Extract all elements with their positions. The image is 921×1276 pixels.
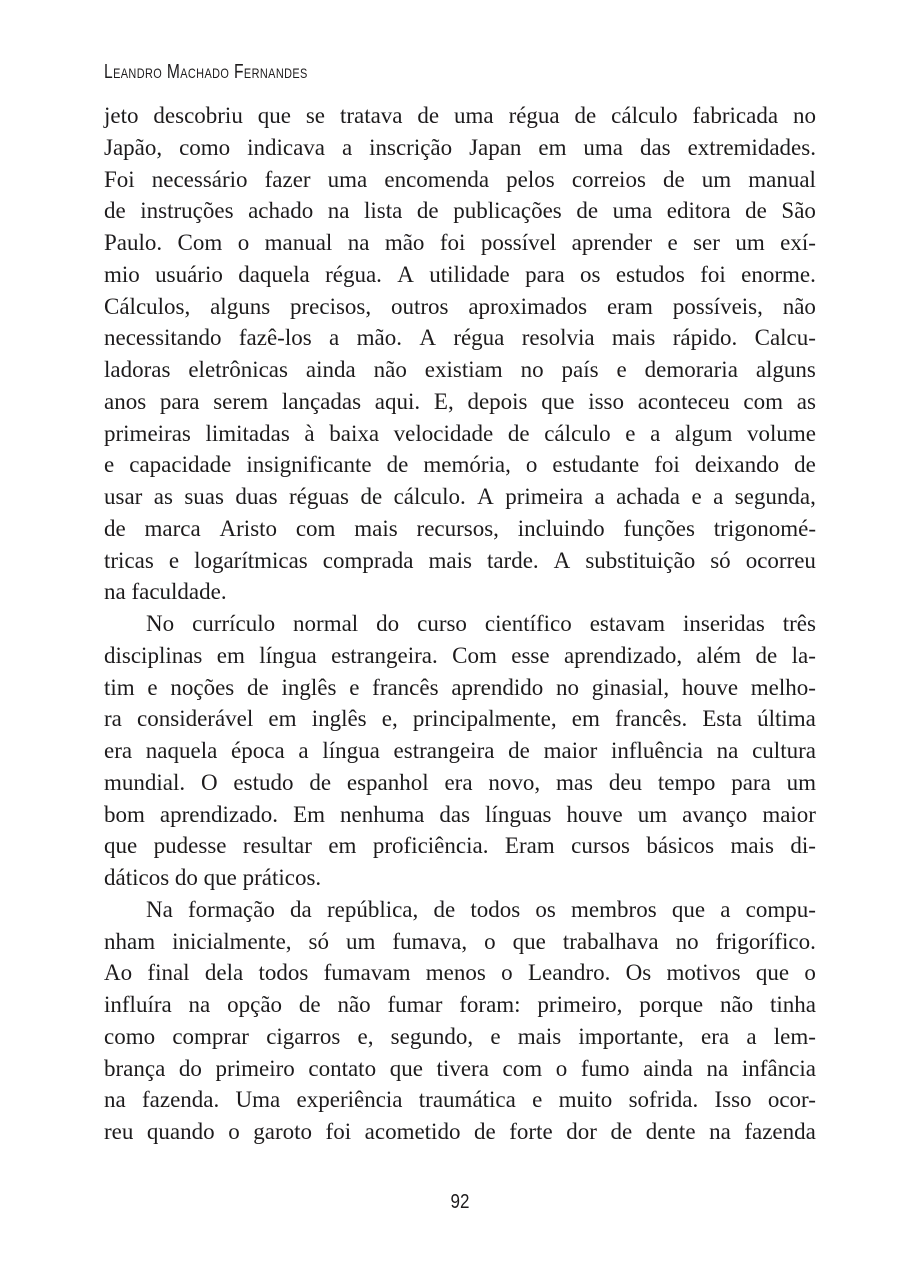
text-line: como comprar cigarros e, segundo, e mais importante, era a lem- (104, 1023, 816, 1049)
running-header: Leandro Machado Fernandes (104, 61, 308, 83)
text-line: Ao final dela todos fumavam menos o Leandro. Os motivos que o (104, 960, 816, 986)
text-line: disciplinas em língua estrangeira. Com esse aprendizado, além de la- (104, 642, 816, 668)
text-line: ra considerável em inglês e, principalmente, em francês. Esta última (104, 706, 816, 732)
text-line: que pudesse resultar em proficiência. Eram cursos básicos mais di- (104, 833, 816, 859)
text-line: Cálculos, alguns precisos, outros aproximados eram possíveis, não (104, 293, 816, 319)
text-line: de instruções achado na lista de publicações de uma editora de São (104, 198, 816, 224)
text-line: Paulo. Com o manual na mão foi possível aprender e ser um exí- (104, 230, 816, 255)
text-line: Foi necessário fazer uma encomenda pelos correios de um manual (104, 166, 816, 192)
text-line: brança do primeiro contato que tivera com o fumo ainda na infância (104, 1055, 816, 1081)
text-line: tricas e logarítmicas comprada mais tarde. A substituição só ocorreu (104, 547, 816, 573)
text-line: na faculdade. (104, 579, 227, 605)
text-line: No currículo normal do curso científico estavam inseridas três (146, 611, 816, 636)
text-line: dáticos do que práticos. (104, 865, 322, 890)
text-line: na fazenda. Uma experiência traumática e muito sofrida. Isso ocor- (104, 1087, 816, 1113)
text-line: e capacidade insignificante de memória, o estudante foi deixando de (104, 452, 816, 478)
text-line: usar as suas duas réguas de cálculo. A primeira a achada e a segunda, (104, 484, 816, 509)
text-line: Na formação da república, de todos os membros que a compu- (146, 896, 816, 922)
page-number: 92 (450, 1191, 470, 1213)
text-line: mundial. O estudo de espanhol era novo, mas deu tempo para um (104, 769, 816, 795)
text-line: mio usuário daquela régua. A utilidade para os estudos foi enorme. (104, 261, 816, 287)
text-line: de marca Aristo com mais recursos, incluindo funções trigonomé- (104, 515, 816, 541)
text-line: influíra na opção de não fumar foram: primeiro, porque não tinha (104, 992, 816, 1017)
paragraph (104, 608, 816, 894)
text-line: reu quando o garoto foi acometido de forte dor de dente na fazenda (104, 1119, 816, 1144)
text-line: primeiras limitadas à baixa velocidade de cálculo e a algum volume (104, 420, 816, 446)
text-line: ladoras eletrônicas ainda não existiam no país e demoraria alguns (104, 357, 816, 382)
body-text (104, 100, 816, 1148)
text-line: necessitando fazê-los a mão. A régua resolvia mais rápido. Calcu- (104, 325, 816, 351)
text-line: tim e noções de inglês e francês aprendido no ginasial, houve melho- (104, 674, 816, 700)
text-line: era naquela época a língua estrangeira de maior influência na cultura (104, 738, 816, 763)
paragraph (104, 894, 816, 1148)
text-line: Japão, como indicava a inscrição Japan em uma das extremidades. (104, 134, 816, 160)
text-line: anos para serem lançadas aqui. E, depois que isso aconteceu com as (104, 388, 816, 414)
text-line: nham inicialmente, só um fumava, o que trabalhava no frigorífico. (104, 928, 816, 954)
text-line: jeto descobriu que se tratava de uma régua de cálculo fabricada no (104, 103, 816, 128)
paragraph (104, 100, 816, 608)
text-line: bom aprendizado. Em nenhuma das línguas houve um avanço maior (104, 801, 816, 827)
